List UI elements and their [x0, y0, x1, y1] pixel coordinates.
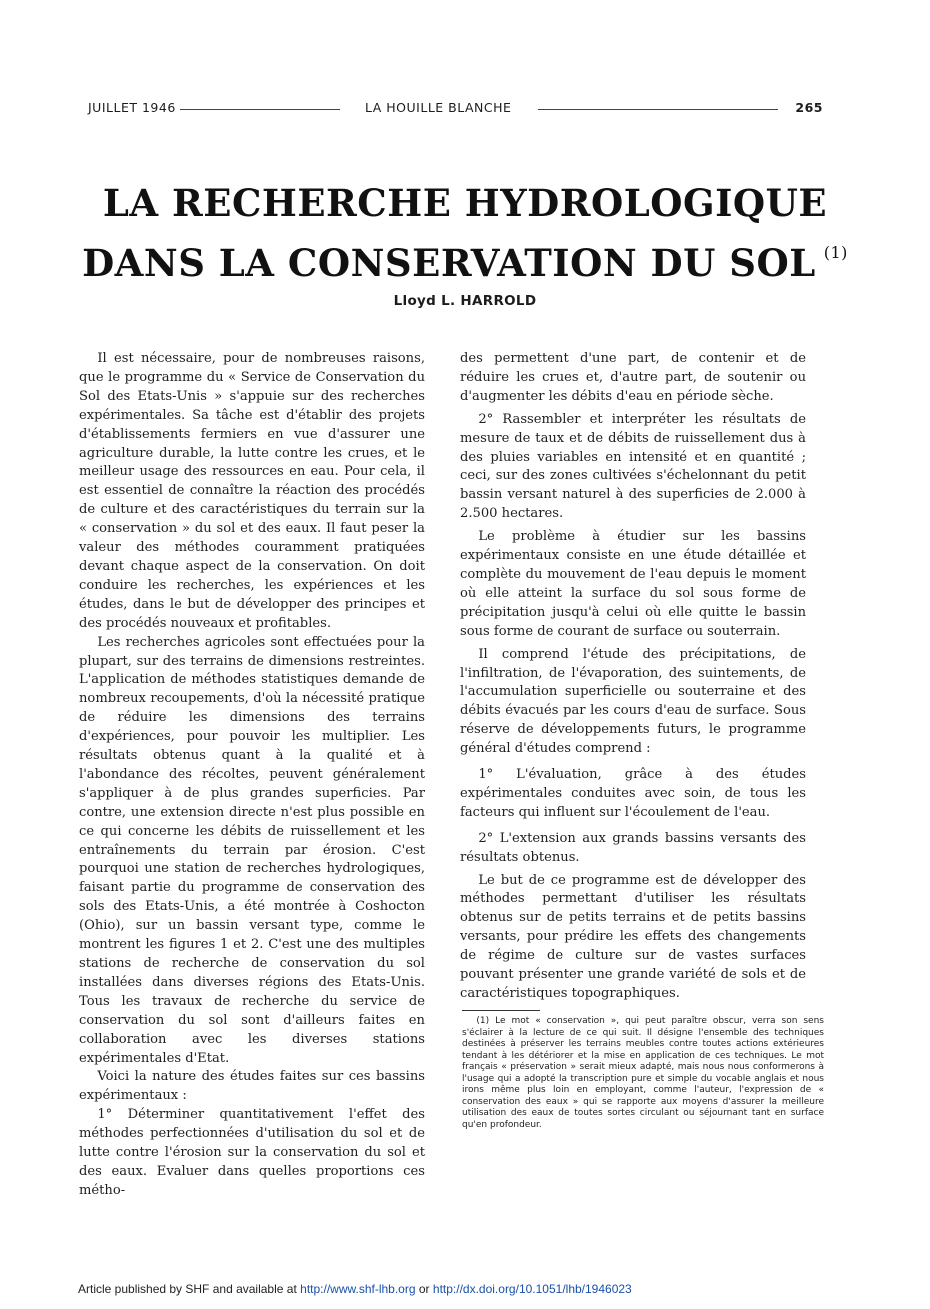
- running-header: [88, 100, 823, 120]
- header-journal-name: LA HOUILLE BLANCHE: [365, 100, 512, 115]
- notice-or: or: [418, 1282, 430, 1296]
- title-footnote-marker: (1): [823, 243, 848, 262]
- header-date: JUILLET 1946: [88, 100, 176, 115]
- shf-website-link[interactable]: http://www.shf-lhb.org: [300, 1282, 416, 1296]
- paragraph: Le problème à étudier sur les bassins expérimentaux consiste en une étude détaillée et complète du mouvement de l'eau depuis le moment où elle atteint la surface du sol sous forme de précipitation jusqu'à celui où elle quitte le bassin sous forme de courant de surface ou souterrain.: [460, 529, 806, 639]
- left-column: [79, 350, 425, 1201]
- article-author: Lloyd L. HARROLD: [393, 293, 537, 309]
- paragraph: Il comprend l'étude des précipitations, de l'infiltration, de l'évaporation, des suintements, de l'accumulation superficielle ou souterraine et des débits évacués par les cours d'eau de surface. Sous réserve de développements futurs, le programme général d'études comprend :: [460, 646, 806, 757]
- footnote: (1) Le mot « conservation », qui peut paraître obscur, verra son sens s'éclairer à la lecture de ce qui suit. Il désigne l'ensemble des techniques destinées à préserver les terrains meubles contre toutes actions extérieures tendant à les détériorer et la mise en application de ces techniques. Le mot français « préservation » serait mieux adapté, mais nous nous conformerons à l'usage qui a adopté la transcription pure et simple du vocable anglais et nous irons même plus loin en employant, comme l'auteur, l'expression de « conservation des eaux » qui se rapporte aux moyens d'assurer la meilleure utilisation des eaux de toutes sortes circulant ou séjournant tant en surface qu'en profondeur.: [462, 1016, 824, 1130]
- page-number: 265: [795, 100, 823, 115]
- publication-notice: [78, 1282, 898, 1298]
- right-column: [460, 350, 806, 1004]
- notice-prefix: Article published by SHF and available at: [78, 1282, 297, 1296]
- paragraph: Le but de ce programme est de développer des méthodes permettant d'utiliser les résultats obtenus sur de petits terrains et de petits bassins versants, pour prédire les effets des changements de régime de culture sur de vastes surfaces pouvant présenter une grande variété de sols et de caractéristiques topographiques.: [460, 872, 806, 1001]
- title-line-1: LA RECHERCHE HYDROLOGIQUE: [102, 181, 828, 225]
- title-line-2: [0, 228, 930, 288]
- footnote-separator: [462, 1010, 540, 1011]
- doi-link[interactable]: http://dx.doi.org/10.1051/lhb/1946023: [432, 1282, 632, 1296]
- header-rule-left: [180, 109, 340, 110]
- article-title: [0, 178, 930, 288]
- paragraph: Il est nécessaire, pour de nombreuses raisons, que le programme du « Service de Conservation du Sol des Etats-Unis » s'appuie sur des recherches expérimentales. Sa tâche est d'établir des projets d'établissements fermiers en vue d'assurer une agriculture durable, la lutte contre les crues, et le meilleur usage des ressources en eau. Pour cela, il est essentiel de connaître la réaction des procédés de culture et des caractéristiques du terrain sur la « conservation » du sol et des eaux. Il faut peser la valeur des méthodes couramment pratiquées devant chaque aspect de la conservation. On doit conduire les recherches, les expériences et les études, dans le but de développer des principes et des procédés nouveaux et profitables.: [79, 351, 425, 631]
- title-line-2-text: DANS LA CONSERVATION DU SOL: [82, 241, 816, 285]
- paragraph: 2° Rassembler et interpréter les résultats de mesure de taux et de débits de ruissellement dus à des pluies variables en intensité et en quantité ; ceci, sur des zones cultivées s'échelonnant du petit bassin versant naturel à des superficies de 2.000 à 2.500 hectares.: [460, 411, 806, 522]
- paragraph-continued: des permettent d'une part, de contenir et de réduire les crues et, d'autre part, de soutenir ou d'augmenter les débits d'eau en période sèche.: [460, 351, 806, 404]
- paragraph: 1° L'évaluation, grâce à des études expérimentales conduites avec soin, de tous les facteurs qui influent sur l'écoulement de l'eau.: [460, 767, 806, 820]
- paragraph: Les recherches agricoles sont effectuées pour la plupart, sur des terrains de dimensions restreintes. L'application de méthodes statistiques demande de nombreux recoupements, d'où la nécessité pratique de réduire les dimensions des terrains d'expériences, pour pouvoir les multiplier. Les résultats obtenus quant à la qualité et à l'abondance des récoltes, peuvent généralement s'appliquer à de plus grandes superficies. Par contre, une extension directe n'est plus possible en ce qui concerne les débits de ruissellement et les entraînements du terrain par érosion. C'est pourquoi une station de recherches hydrologiques, faisant partie du programme de conservation des sols des Etats-Unis, a été montrée à Coshocton (Ohio), sur un bassin versant type, comme le montrent les figures 1 et 2. C'est une des multiples stations de recherche de conservation du sol installées dans diverses régions des Etats-Unis. Tous les travaux de recherche du service de conservation du sol sont d'ailleurs faites en collaboration avec les diverses stations expérimentales d'Etat.: [79, 634, 425, 1066]
- header-rule-right: [538, 109, 778, 110]
- paragraph: 1° Déterminer quantitativement l'effet des méthodes perfectionnées d'utilisation du sol et de lutte contre l'érosion sur la conservation du sol et des eaux. Evaluer dans quelles proportions ces métho-: [79, 1107, 425, 1198]
- paragraph: Voici la nature des études faites sur ces bassins expérimentaux :: [79, 1069, 425, 1104]
- paragraph: 2° L'extension aux grands bassins versants des résultats obtenus.: [460, 830, 806, 865]
